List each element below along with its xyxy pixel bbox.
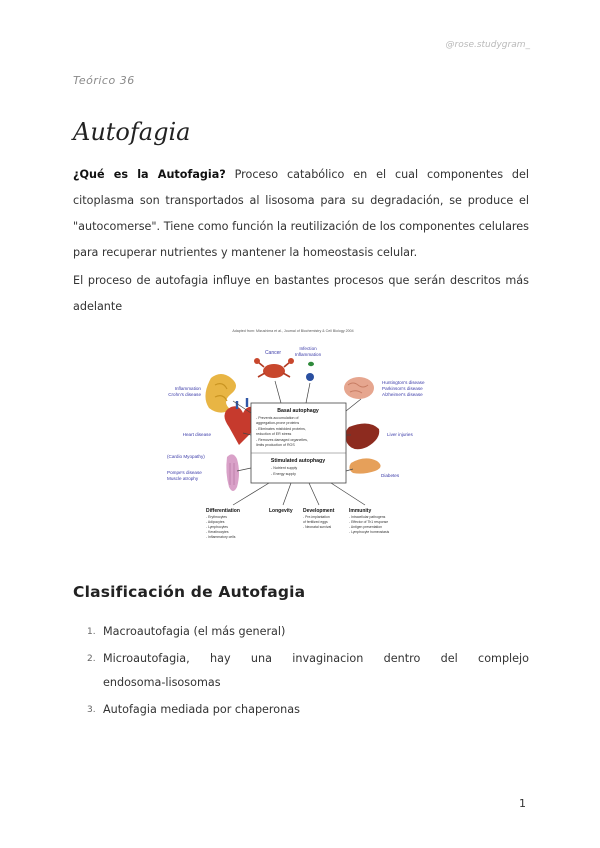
- dev-line: of fertilized eggs: [303, 520, 328, 524]
- dev-line: - Pre-implantation: [303, 515, 330, 519]
- label-crohn: Crohn's disease: [168, 392, 201, 397]
- imm-line: - Antigen presentation: [349, 525, 382, 529]
- label-longevity: Longevity: [269, 508, 293, 514]
- pancreas-icon: [349, 458, 380, 473]
- basal-line: aggregation-prone proteins: [256, 421, 300, 425]
- diff-lines: [206, 515, 236, 539]
- stim-line: - Energy supply: [271, 472, 296, 476]
- imm-line: - Intracellular pathogens: [349, 515, 386, 519]
- imm-line: - Effector of Th1 response: [349, 520, 389, 524]
- diff-line: - Adipocytes: [206, 520, 225, 524]
- figure-caption: Adapted from: Mizushima et al., Journal of Biochemistry & Cell Biology 2004: [232, 329, 354, 333]
- list-text: Microautofagia, hay una invaginacion dentro del complejo: [103, 652, 529, 665]
- list-number: 2.: [87, 654, 96, 664]
- autophagy-figure: [151, 323, 436, 547]
- basal-line: - Prevents accumulation of: [256, 416, 299, 420]
- basal-line: - Removes damaged organelles,: [256, 438, 308, 442]
- pathogen-icon: [306, 362, 314, 381]
- diff-line: - Erythrocytes: [206, 515, 227, 519]
- label-cancer: Cancer: [264, 350, 282, 356]
- label-inflammation-top: Inflammation: [294, 352, 322, 357]
- label-immunity: Immunity: [349, 508, 372, 514]
- stim-line: - Nutrient supply: [271, 466, 298, 470]
- page-title: Autofagia: [73, 118, 191, 146]
- paragraph-2: El proceso de autofagia influye en bastantes procesos que serán descritos más adelante: [73, 274, 529, 313]
- basal-line: - Eliminates misfolded proteins,: [256, 427, 306, 431]
- stim-title: Stimulated autophagy: [270, 458, 326, 464]
- watermark: @rose.studygram_: [445, 40, 530, 50]
- list-text: Macroautofagia (el más general): [103, 625, 286, 638]
- label-pompe: Pompe's disease: [167, 470, 202, 475]
- label-development: Development: [303, 508, 335, 514]
- diff-line: - Lymphocytes: [206, 525, 228, 529]
- label-heart: Heart disease: [182, 432, 211, 437]
- liver-icon: [345, 423, 379, 449]
- list-item: [73, 698, 529, 722]
- label-infection: Infection: [299, 346, 317, 351]
- label-huntington: Huntington's disease: [382, 380, 425, 385]
- classification-list: [73, 620, 529, 725]
- list-number: 1.: [87, 627, 96, 637]
- basal-title: Basal autophagy: [277, 408, 319, 414]
- dev-line: - Neonatal survival: [303, 525, 332, 529]
- figure-svg: [151, 323, 436, 547]
- dev-lines: [303, 515, 331, 529]
- intro-text: Proceso catabólico en el cual componentes del citoplasma son transportados al lisosoma para su degradación, se produce el "autocomerse". Tiene como función la reutilización de los componentes celulares para recuperar nutrientes y mantener la homeostasis celular.: [73, 168, 529, 259]
- diff-line: - Keratinocytes: [206, 530, 229, 534]
- brain-icon: [344, 377, 374, 399]
- list-text: Autofagia mediada por chaperonas: [103, 703, 300, 716]
- label-liver: Liver injuries: [387, 432, 413, 437]
- diff-line: - Inflammatory cells: [206, 535, 236, 539]
- section-heading: Clasificación de Autofagia: [73, 583, 306, 601]
- imm-line: - Lymphocyte homeostasis: [349, 530, 390, 534]
- label-differentiation: Differentiation: [206, 508, 240, 514]
- lecture-label: Teórico 36: [73, 74, 135, 87]
- crab-icon: [254, 358, 294, 378]
- imm-lines: [349, 515, 390, 534]
- label-diabetes: Diabetes: [381, 473, 400, 478]
- label-parkinson: Parkinson's disease: [382, 386, 423, 391]
- label-muscle: Muscle atrophy: [167, 476, 199, 481]
- label-inflammation-left: Inflammation: [174, 386, 201, 391]
- list-item: [73, 620, 529, 644]
- intro-paragraph: [73, 162, 529, 266]
- list-number: 3.: [87, 705, 96, 715]
- basal-line: limits production of ROS: [256, 443, 295, 447]
- list-text-continued: endosoma-lisosomas: [103, 676, 221, 689]
- label-cardio: (Cardio Myopathy): [167, 454, 205, 459]
- list-item: [73, 647, 529, 695]
- label-alzheimer: Alzheimer's disease: [382, 392, 423, 397]
- page-number: 1: [519, 797, 526, 810]
- muscle-icon: [226, 454, 239, 491]
- intro-question: ¿Qué es la Autofagia?: [73, 168, 226, 181]
- basal-line: reduction of ER stress: [256, 432, 292, 436]
- intestine-icon: [205, 374, 236, 413]
